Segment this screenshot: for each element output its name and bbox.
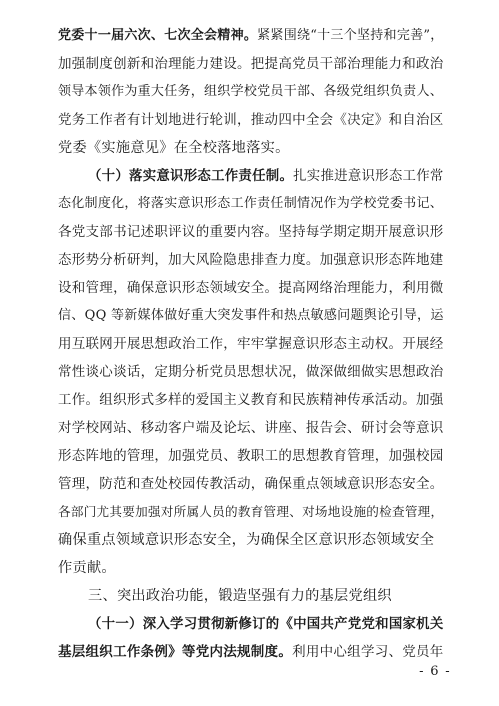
text-line — [58, 218, 443, 246]
text-run: 工作。组织形式多样的爱国主义教育和民族精神传承活动。加强 — [58, 392, 444, 408]
text-line — [58, 498, 443, 526]
text-run: 加强制度创新和治理能力建设。把提高党员干部治理能力和政治 — [58, 56, 444, 72]
text-line — [58, 134, 443, 162]
text-line — [58, 106, 443, 134]
text-line — [58, 358, 443, 386]
text-line — [58, 78, 443, 106]
document-body — [58, 22, 443, 666]
text-line — [58, 638, 443, 666]
text-run: 管理，防范和查处校园传教活动，确保重点领域意识形态安全。 — [58, 476, 444, 492]
text-line — [58, 246, 443, 274]
text-run: 领导本领作为重大任务，组织学校党员干部、各级党组织负责人、 — [58, 84, 444, 99]
text-line — [58, 190, 443, 218]
text-line — [58, 414, 443, 442]
text-run: 设和管理，确保意识形态领域安全。提高网络治理能力，利用微 — [58, 280, 444, 296]
bold-text-run: 基层组织工作条例》等党内法规制度。 — [58, 644, 293, 660]
text-run: 用互联网开展思想政治工作，牢牢掌握意识形态主动权。开展经 — [58, 336, 444, 352]
page-number: - 6 - — [419, 664, 451, 679]
text-run: 常性谈心谈话，定期分析党员思想状况，做深做细做实思想政治 — [58, 364, 444, 380]
text-line — [58, 554, 443, 582]
text-run: 各部门尤其要加强对所属人员的教育管理、对场地设施的检查管理， — [58, 504, 444, 519]
text-run: 利用中心组学习、党员年 — [292, 644, 444, 660]
text-run: 对学校网站、移动客户端及论坛、讲座、报告会、研讨会等意识 — [58, 420, 444, 436]
bold-text-run: （十一）深入学习贯彻新修订的《中国共产党党和国家机关 — [88, 616, 444, 632]
text-run: 形态阵地的管理，加强党员、教职工的思想教育管理，加强校园 — [58, 448, 444, 464]
text-line — [58, 526, 443, 554]
text-line — [58, 610, 443, 638]
text-run: 态形势分析研判，加大风险隐患排查力度。加强意识形态阵地建 — [58, 252, 444, 268]
text-line — [58, 22, 443, 50]
text-line — [58, 162, 443, 190]
text-run: 紧紧围绕“十三个坚持和完善”， — [257, 28, 444, 43]
text-run: 党委《实施意见》在全校落地落实。 — [58, 140, 290, 156]
section-heading — [58, 582, 443, 610]
text-run: 各党支部书记述职评议的重要内容。坚持每学期定期开展意识形 — [58, 224, 444, 240]
text-line — [58, 470, 443, 498]
text-line — [58, 274, 443, 302]
text-line — [58, 330, 443, 358]
text-run: 态化制度化，将落实意识形态工作责任制情况作为学校党委书记、 — [58, 196, 444, 211]
bold-text-run: （十）落实意识形态工作责任制。 — [88, 168, 294, 184]
text-run: 扎实推进意识形态工作常 — [293, 169, 444, 184]
text-line — [58, 386, 443, 414]
text-run: 党务工作者有计划地进行轮训，推动四中全会《决定》和自治区 — [58, 112, 444, 128]
text-run: 确保重点领域意识形态安全，为确保全区意识形态领域安全 — [58, 532, 435, 548]
text-run: 信、QQ 等新媒体做好重大突发事件和热点敏感问题舆论引导，运 — [58, 308, 444, 323]
text-line — [58, 302, 443, 330]
text-line — [58, 50, 443, 78]
bold-text-run: 党委十一届六次、七次全会精神。 — [58, 28, 258, 43]
text-run: 三、突出政治功能，锻造坚强有力的基层党组织 — [88, 588, 392, 604]
text-line — [58, 442, 443, 470]
text-run: 作贡献。 — [58, 560, 116, 576]
